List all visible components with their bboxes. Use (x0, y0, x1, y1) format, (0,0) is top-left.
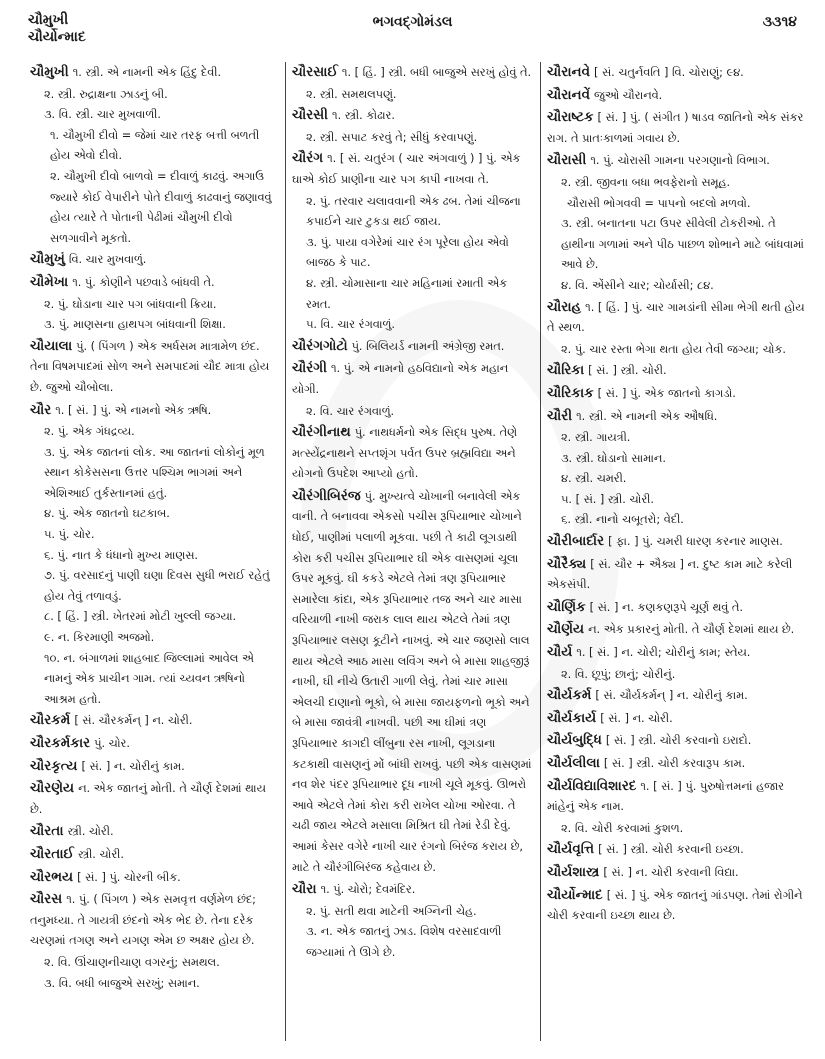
dictionary-entry (547, 708, 805, 730)
dictionary-columns (24, 62, 811, 1041)
headword: ચૌરાસી (547, 152, 587, 169)
definition: ૧. [ સં. ચતુરંગ ( ચાર અંગવાળું ) ] પું. એક ઘાએ કોઈ પ્રાણીના ચાર પગ કાપી નાખવા તે. (292, 152, 521, 186)
sense-line: ૧૦. ન. બંગાળમાં શાહબાદ જિલ્લામાં આવેલ એ નામનું એક પ્રાચીન ગામ. ત્યાં ચ્યવન ઋષિનો આશ્રમ હતો. (44, 651, 254, 706)
sense-line: ૨. સ્ત્રી. સપાટ કરવું તે; સીધું કરવાપણું. (306, 130, 478, 144)
headword: ચૌર્યશાસ્ત્ર (547, 863, 600, 880)
definition: જુઓ ચૌરાનવે. (594, 88, 663, 102)
dictionary-entry (547, 730, 805, 752)
definition: ૧. પું. ચોરો; દેવમંદિર. (320, 883, 416, 897)
sense-line: ૩. પું. માણસના હાથપગ બાંધવાની શિક્ષા. (44, 318, 226, 332)
sense-line: ૨. સ્ત્રી. ગાયત્રી. (561, 431, 631, 445)
sense-line: ૩. પું. પાયા વગેરેમાં ચાર રંગ પૂરેલા હોય એવો બાજઠ કે પાટ. (306, 235, 509, 270)
headword: ચૌરીબાર્દાર (547, 533, 605, 550)
sense-line: ૭. પું. વરસાદનું પાણી ઘણા દિવસ સુધી ભરાઈ રહેતું હોય તેવું તળાવડું. (44, 569, 270, 603)
page-header (28, 12, 797, 56)
sense-line: ૩. ન. એક જાતનું ઝાડ. વિશેષ વરસાદવાળી જગ્યામાં તે ઊગે છે. (306, 925, 502, 959)
definition: [ સં. ] પું. એક જાતનો કાગડો. (597, 386, 736, 400)
dictionary-entry (292, 879, 534, 901)
dictionary-entry (30, 778, 279, 820)
dictionary-entry (292, 105, 534, 127)
page-number: ૩૩૧૪ (762, 14, 797, 30)
headword: ચૌર (30, 401, 52, 418)
dictionary-title: ભગવદ્ગોમંડલ (372, 14, 453, 30)
dictionary-entry (547, 107, 805, 149)
dictionary-entry (30, 336, 279, 399)
headword: ચૌરસાઈ (292, 64, 338, 80)
dictionary-entry (547, 297, 805, 339)
dictionary-entry (30, 710, 279, 732)
headword: ચૌર્યવૃત્તિ (547, 841, 595, 858)
definition: ૧. પું. ( પિંગળ ) એક સમવૃત્ત વર્ણમેળ છંદ; તનુમધ્યા. તે ગાયત્રી છંદનો એક ભેદ છે. તેના દરેક ચરણમાં તગણ અને યગણ એમ છ અક્ષર હોય છે. (30, 893, 256, 948)
definition: ૧. પું. એ નામનો હઠવિદ્યાનો એક મહાન યોગી. (292, 362, 509, 396)
definition: ૧. સ્ત્રી. એ નામની એક હિંદુ દેવી. (72, 66, 222, 79)
dictionary-entry (547, 839, 805, 861)
dictionary-entry (547, 406, 805, 428)
headword: ચૌરતાઈ (30, 845, 74, 862)
dictionary-entry (30, 62, 279, 84)
dictionary-entry (30, 249, 279, 271)
sense-line: ૨. વિ. છૂપું; છાનું; ચોરીનું. (561, 667, 676, 681)
dictionary-entry (547, 776, 805, 818)
definition: સ્ત્રી. ચોરી. (67, 825, 114, 839)
definition: [ સં. ] સ્ત્રી. ચોરી કરવાનો ઇરાદો. (605, 734, 752, 748)
dictionary-entry (547, 62, 805, 84)
sense-line: ૨. પું. ઘોડાના ચાર પગ બાંધવાની ક્રિયા. (44, 297, 217, 311)
sense-line: ૩. પું. એક જાતનાં લોક. આ જાતનાં લોકોનું મૂળ સ્થાન કોકેસસના ઉત્તર પશ્ચિમ ભાગમાં અને એશિઆઈ તુર્કસ્તાનમાં હતું. (44, 445, 265, 500)
sense-line: ૪. સ્ત્રી. ચોમાસાના ચાર મહિનામાં રમાતી એક રમત. (306, 276, 508, 311)
headword: ચૌર્યકાર્ય (547, 709, 597, 726)
definition: ૧. [ હિં. ] સ્ત્રી. બધી બાજુએ સરખું હોવું તે. (341, 66, 532, 79)
headword: ચૌરાનવે (547, 64, 591, 80)
definition: ૧. [ સં. ] ન. ચોરી; ચોરીનું કામ; સ્તેય. (576, 646, 751, 660)
dictionary-entry (547, 554, 805, 596)
sense-line: ૨. પું. તરવાર ચલાવવાની એક ઢબ. તેમાં ચીજના કપાઈને ચાર ટુકડા થઈ જાય. (306, 194, 521, 229)
definition: [ સં. ] સ્ત્રી. ચોરી. (588, 364, 667, 378)
headword: ચૌરાષ્ટક (547, 109, 594, 126)
dictionary-entry (547, 383, 805, 405)
guide-word-first: ચૌમુખી (28, 12, 69, 28)
definition: [ સં. ] સ્ત્રી. ચોરી કરવાની ઇચ્છા. (598, 843, 744, 857)
definition: [ સં. ચૌર + ઐક્ય ] ન. દુષ્ટ કામ માટે કરેલી એકસંપી. (547, 557, 793, 592)
dictionary-entry (30, 867, 279, 889)
definition: [ સં. ચૌર્યકર્મન્ ] ન. ચોરીનું કામ. (595, 689, 748, 703)
sense-line: ૯. ન. કિરમાણી અજમો. (44, 631, 155, 645)
definition: વિ. ચાર મુખવાળું. (68, 253, 147, 267)
headword: ચૌરકર્મકાર (30, 735, 91, 751)
headword: ચૌરકૃત્ય (30, 757, 78, 774)
sense-line: ૫. [ સં. ] સ્ત્રી. ચોરી. (561, 492, 654, 506)
definition: ૧. સ્ત્રી. એ નામની એક ઔષધિ. (576, 409, 718, 423)
headword: ચૌમુખું (30, 251, 65, 268)
sense-line: ૪. પું. એક જાતનો ઘટકાબ. (44, 507, 170, 521)
sense-line: ૨. પું. ચાર રસ્તા ભેગા થતા હોય તેવી જગ્યા; ચોક. (561, 342, 786, 356)
dictionary-entry (547, 531, 805, 553)
sense-line: ૩. સ્ત્રી. ઘોડાનો સામાન. (561, 451, 666, 465)
definition: પું. મુખ્યત્વે ચોખાની બનાવેલી એક વાની. તે બનાવવા એકસો પચીસ રૂપિયાભાર ચોખાને ધોઈ, પાણીમાં પલાળી મૂકવા. પછી તે કાઢી લૂગડાથી કોરા કરી પચીસ રૂપિયાભાર ઘી એક વાસણમાં ચૂલા ઉપર મૂકવું. ઘી કકડે એટલે તેમાં ત્રણ રૂપિયાભાર સમારેલા કાંદા, એક રૂપિયાભાર તજ અને ચાર માસા વરિયાળી નાખી જરાક લાલ થાય એટલે તેમાં ત્રણ રૂપિયાભાર લસણ કૂટીને નાખવું. એ ચાર જણસો લાલ થાય એટલે આઠ માસા લવિંગ અને બે માસા શાહજીરૂં નાખી, ઘી નીચે ઉતારી ગાળી લેવું. તેમાં ચાર માસા એલચી દાણાનો ભૂકો, બે માસા જાયફળનો ભૂકો અને બે માસા જાવંત્રી નાખવી. પછી આ ઘીમાં ત્રણ રૂપિયાભાર કાગદી લીંબુના રસ નાખી, લૂગડાના કટકાથી વાસણનું મોં બાંધી રાખવું. પછી એક વાસણમાં નવ શેર પંદર રૂપિયાભાર દૂધ નાખી ચૂલે મૂકવું. ઊભરો આવે એટલે તેમાં કોરા કરી રાખેલ ચોખા ઓરવા. તે ચઢી જાય એટલે મસાલા મિશ્રિત ઘી તેમાં રેડી દેવું. આમાં કેસર વગેરે નાખી ચાર રંગનો બિરંજ કરાય છે, માટે તે ચૌરંગીબિરંજ કહેવાય છે. (292, 489, 532, 874)
headword: ચૌરિકાક (547, 384, 594, 401)
headword: ચૌર્યવિદ્યાવિશારદ (547, 777, 637, 794)
column-3 (541, 62, 811, 1041)
dictionary-entry (547, 85, 805, 107)
definition: ૧. સ્ત્રી. કોઢાર. (332, 109, 395, 123)
dictionary-entry (547, 753, 805, 775)
sense-line: ૪. વિ. એંસીને ચાર; ચોર્યાસી; ૮૪. (561, 278, 714, 292)
dictionary-entry (30, 821, 279, 843)
definition: સ્ત્રી. ચોરી. (77, 847, 125, 861)
definition: ૧. પું. કોણીને પછવાડે બાંધવી તે. (72, 275, 215, 289)
sense-line: ૩. વિ. સ્ત્રી. ચાર મુખવાળી. (44, 108, 161, 122)
definition: [ સં. ] ન. ચોરીનું કામ. (81, 759, 185, 773)
headword: ચૌયાલા (30, 337, 73, 354)
definition: પું. ( પિંગળ ) એક અર્ધસમ માત્રામેળ છંદ. તેના વિષમપાદમાં સોળ અને સમપાદમાં ચૌદ માત્રા હોય છે. જુઓ ચૌબોલા. (30, 339, 270, 394)
headword: ચૌરંગીબિરંજ (292, 487, 361, 504)
sense-line: ૬. સ્ત્રી. નાનો ચબૂતરો; વેદી. (561, 513, 684, 527)
dictionary-entry (30, 889, 279, 952)
dictionary-entry (30, 272, 279, 294)
definition: [ સં. ચૌરકર્મન્ ] ન. ચોરી. (74, 714, 193, 728)
headword: ચૌર્યલીલા (547, 755, 600, 771)
headword: ચૌરકર્મ (30, 712, 71, 729)
headword: ચૌરંગી (292, 360, 327, 377)
headword: ચૌરસ (30, 891, 63, 908)
dictionary-entry (30, 733, 279, 755)
definition: ન. એક જાતનું મોતી. તે ચૌર્ણ દેશમાં થાય છે. (30, 782, 266, 816)
dictionary-entry (30, 844, 279, 866)
definition: [ સં. ] સ્ત્રી. ચોરી કરવારૂપ કામ. (603, 757, 746, 770)
idiom-line: ૨. ચૌમુખી દીવો બાળવો = દીવાળું કાઢવું. અગાઉ જ્યારે કોઈ વેપારીને પોતે દીવાળું કાઢવાનું જણાવવું હોય ત્યારે તે પોતાની પેઢીમાં ચૌમુખી દીવો સળગાવીને મૂકતો. (50, 169, 272, 245)
headword: ચૌરિકા (547, 362, 585, 379)
column-2 (286, 62, 541, 1041)
idiom-line: ચૌરાસી ભોગવવી = પાપનો બદલો મળવો. (567, 196, 751, 210)
sense-line: ૩. સ્ત્રી. બનાતના પટા ઉપર સીવેલી ટોકરીઓ. તે હાથીના ગળામાં અને પીઠ પાછળ શોભાને માટે બાંધવામાં આવે છે. (561, 217, 804, 272)
dictionary-entry (30, 756, 279, 778)
headword: ચૌરતા (30, 823, 64, 840)
definition: [ ફા. ] પું. ચમરી ધારણ કરનાર માણસ. (608, 535, 783, 549)
dictionary-entry (292, 148, 534, 190)
dictionary-entry (547, 360, 805, 382)
sense-line: ૮. [ હિં. ] સ્ત્રી. ખેતરમાં મોટી ખુલ્લી જગ્યા. (44, 610, 237, 624)
headword: ચૌરણેય (30, 780, 75, 797)
headword: ચૌરભય (30, 868, 74, 885)
headword: ચૌર્યકર્મ (547, 687, 592, 704)
headword: ચૌર્યબુદ્ધિ (547, 732, 602, 749)
sense-line: ૫. વિ. ચાર રંગવાળું. (306, 318, 395, 332)
sense-line: ૬. પું. નાત કે ધંધાનો મુખ્ય માણસ. (44, 548, 199, 562)
sense-line: ૨. સ્ત્રી. રુદ્રાક્ષના ઝાડનું બી. (44, 87, 168, 101)
dictionary-entry (547, 685, 805, 707)
headword: ચૌર્ય (547, 644, 573, 661)
definition: [ સં. ચતુર્નવતિ ] વિ. ચોરાણું; ૯૪. (594, 66, 744, 79)
sense-line: ૨. વિ. ઊંચાણનીચાણ વગરનું; સમથલ. (44, 955, 220, 969)
dictionary-entry (547, 642, 805, 664)
sense-line: ૪. સ્ત્રી. ચમરી. (561, 472, 627, 486)
sense-line: ૨. વિ. ચોરી કરવામાં કુશળ. (561, 821, 684, 835)
headword: ચૌરંગીનાથ (292, 424, 351, 441)
headword: ચૌર્ણિક (547, 598, 586, 615)
idiom-line: ૧. ચૌમુખી દીવો = જેમાં ચાર તરફ બત્તી બળતી હોય એવો દીવો. (50, 128, 260, 163)
sense-line: ૩. વિ. બધી બાજુએ સરખું; સમાન. (44, 976, 200, 990)
column-1 (24, 62, 286, 1041)
definition: [ સં. ] ન. કણકણરૂપે ચૂર્ણ થવું તે. (589, 600, 743, 614)
dictionary-entry (547, 619, 805, 641)
headword: ચૌરા (292, 881, 317, 898)
dictionary-entry (547, 597, 805, 619)
dictionary-entry (30, 400, 279, 422)
headword: ચૌરંગગોટો (292, 337, 348, 354)
sense-line: ૨. પું. એક ગંધદ્રવ્ય. (44, 425, 135, 439)
dictionary-entry (547, 862, 805, 884)
definition: [ સં. ] પું. ( સંગીત ) ષાડવ જાતિનો એક સંકર રાગ. તે પ્રાતઃકાળમાં ગવાય છે. (547, 111, 804, 145)
sense-line: ૨. સ્ત્રી. સમથલપણું. (306, 87, 397, 101)
headword: ચૌરૈક્ય (547, 555, 587, 572)
headword: ચૌમુખી (30, 64, 69, 80)
headword: ચૌરાનવેં (547, 86, 591, 103)
definition: [ સં. ] ન. ચોરી. (600, 711, 673, 725)
headword: ચૌરસી (292, 107, 329, 124)
headword: ચૌર્ણેય (547, 621, 585, 638)
definition: ૧. [ હિં. ] પું. ચાર ગામડાંની સીમા ભેગી થતી હોય તે સ્થળ. (547, 300, 805, 335)
dictionary-entry (547, 885, 805, 927)
definition: ૧. [ સં. ] પું. પુરુષોત્તમનાં હજાર માંહેનું એક નામ. (547, 779, 784, 814)
definition: ૧. પું. ચોરાસી ગામના પરગણાનો વિભાગ. (590, 154, 770, 168)
definition: [ સં. ] ન. ચોરી કરવાની વિદ્યા. (603, 865, 739, 879)
dictionary-entry (292, 62, 534, 84)
sense-line: ૫. પું. ચોર. (44, 528, 95, 542)
definition: પું. બિલિયર્ડ નામની અંગ્રેજી રમત. (351, 339, 505, 353)
definition: પું. ચોર. (94, 737, 130, 750)
headword: ચૌરંગ (292, 150, 324, 167)
sense-line: ૨. પું. સતી થવા માટેની અગ્નિની ચેહ. (306, 904, 477, 918)
guide-word-last: ચૌર્યોન્માદ (28, 29, 86, 45)
definition: ૧. [ સં. ] પું. એ નામનો એક ઋષિ. (55, 403, 212, 417)
headword: ચૌર્યોન્માદ (547, 886, 603, 903)
headword: ચૌમેખા (30, 273, 69, 290)
dictionary-entry (292, 422, 534, 485)
headword: ચૌરાહ (547, 298, 582, 315)
definition: પું. નાથધર્મનો એક સિદ્ધ પુરુષ. તેણે મત્સ્યેંદ્રનાથને સપ્તશૃંગ પર્વત ઉપર બ્રહ્મવિદ્યા અને યોગનો ઉપદેશ આપ્યો હતો. (292, 426, 517, 481)
dictionary-entry (292, 486, 534, 878)
sense-line: ૨. સ્ત્રી. જીવના બધા ભવફેરાનો સમૂહ. (561, 175, 731, 189)
definition: [ સં. ] પું. ચોરની બીક. (77, 870, 181, 884)
dictionary-entry (292, 358, 534, 400)
headword: ચૌરી (547, 407, 573, 424)
definition: ન. એક પ્રકારનું મોતી. તે ચૌર્ણ દેશમાં થાય છે. (588, 623, 795, 637)
dictionary-entry (547, 150, 805, 172)
dictionary-entry (292, 336, 534, 358)
sense-line: ૨. વિ. ચાર રંગવાળું. (306, 404, 395, 418)
definition: [ સં. ] પું. એક જાતનું ગાંડપણ. તેમાં રોગીને ચોરી કરવાની ઇચ્છા થાય છે. (547, 888, 803, 923)
